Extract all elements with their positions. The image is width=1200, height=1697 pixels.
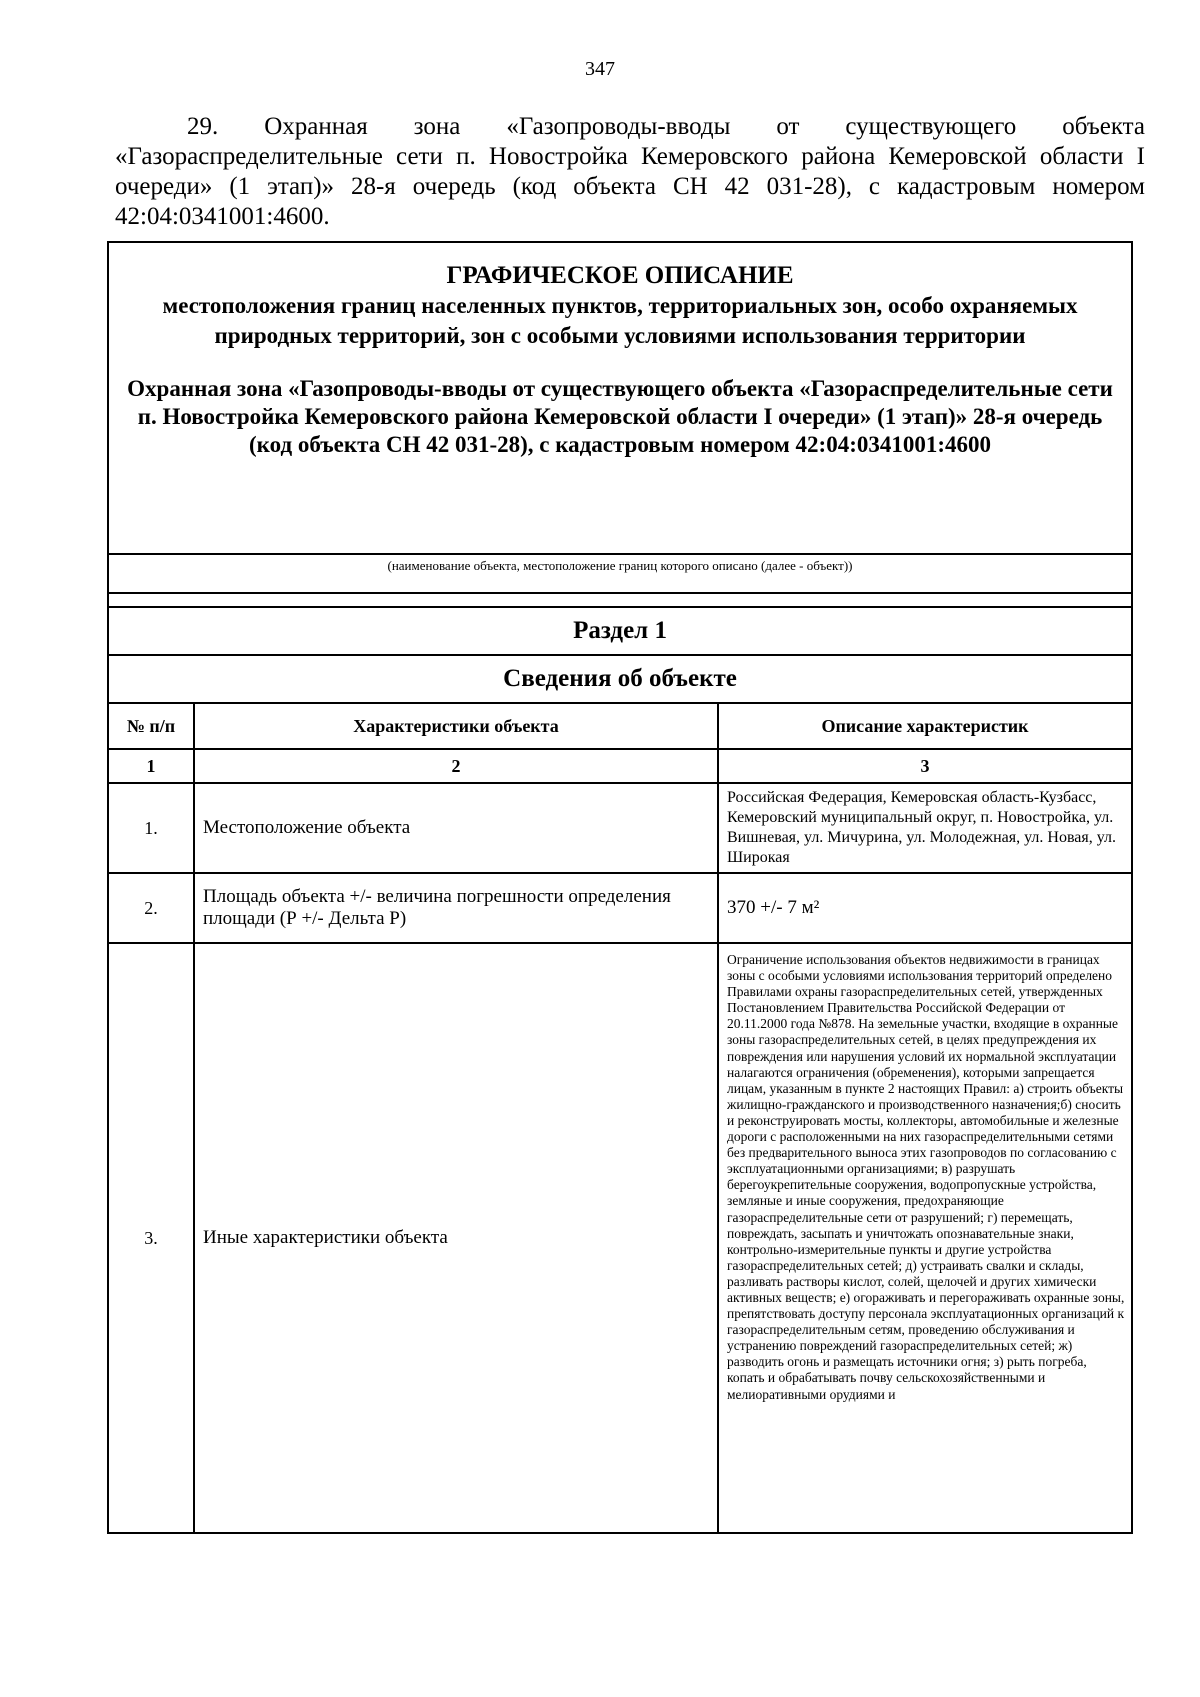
intro-paragraph: 29. Охранная зона «Газопроводы-вводы от существующего объекта «Газораспределительные сети п. Новостройка Кемеровского района Кемеровской области I очереди» (1 этап)» 28-я очередь (код объекта СН 42 031-28), с кадастровым номером 42:04:0341001:4600. xyxy=(115,113,1145,230)
column-header: Характеристики объекта xyxy=(194,703,718,749)
row-number: 2. xyxy=(108,873,194,943)
section-title: Раздел 1 xyxy=(108,607,1132,655)
table-row xyxy=(108,943,1132,1533)
column-header: № п/п xyxy=(108,703,194,749)
row-characteristic: Площадь объекта +/- величина погрешности определения площади (Р +/- Дельта Р) xyxy=(194,873,718,943)
row-number: 3. xyxy=(108,943,194,1533)
row-description: Российская Федерация, Кемеровская область-Кузбасс, Кемеровский муниципальный округ, п. Новостройка, ул. Вишневая, ул. Мичурина, ул. Молодежная, ул. Новая, ул. Широкая xyxy=(718,783,1132,873)
row-description: Ограничение использования объектов недвижимости в границах зоны с особыми условиями использования территорий определено Правилами охраны газораспределительных сетей, утвержденных Постановлением Правительства Российской Федерации от 20.11.2000 года №878. На земельные участки, входящие в охранные зоны газораспределительных сетей, в целях предупреждения их повреждения или нарушения условий их нормальной эксплуатации налагаются ограничения (обременения), которыми запрещается лицам, указанным в пункте 2 настоящих Правил: а) строить объекты жилищно-гражданского и производственного назначения;б) сносить и реконструировать мосты, коллекторы, автомобильные и железные дороги с расположенными на них газораспределительными сетями без предварительного выноса этих газопроводов по согласованию с эксплуатационными организациями; в) разрушать берегоукрепительные сооружения, водопропускные устройства, земляные и иные сооружения, предохраняющие газораспределительные сети от разрушений; г) перемещать, повреждать, засыпать и уничтожать опознавательные знаки, контрольно-измерительные пункты и другие устройства газораспределительных сетей; д) устраивать свалки и склады, разливать растворы кислот, солей, щелочей и других химически активных веществ; е) огораживать и перегораживать охранные зоны, препятствовать доступу персонала эксплуатационных организаций к газораспределительным сетям, проведению обслуживания и устранению повреждений газораспределительных сетей; ж) разводить огонь и размещать источники огня; з) рыть погреба, копать и обрабатывать почву сельскохозяйственными и мелиоративными орудиями и xyxy=(727,952,1125,1402)
row-characteristic: Иные характеристики объекта xyxy=(194,943,718,1533)
header-block xyxy=(108,242,1132,554)
column-number: 3 xyxy=(718,749,1132,783)
table-header-row xyxy=(108,703,1132,749)
section-subtitle: Сведения об объекте xyxy=(108,655,1132,703)
document-subtitle: местоположения границ населенных пунктов, территориальных зон, особо охраняемых природных территорий, зон с особыми условиями использования территории xyxy=(162,293,1078,348)
table-row xyxy=(108,783,1132,873)
row-description-cell xyxy=(718,943,1132,1533)
row-characteristic: Местоположение объекта xyxy=(194,783,718,873)
column-header: Описание характеристик xyxy=(718,703,1132,749)
description-table xyxy=(107,241,1133,1534)
object-name: Охранная зона «Газопроводы-вводы от существующего объекта «Газораспределительные сети п. Новостройка Кемеровского района Кемеровской области I очереди» (1 этап)» 28-я очередь (код объекта СН 42 031-28), с кадастровым номером 42:04:0341001:4600 xyxy=(127,376,1113,457)
page-number: 347 xyxy=(585,58,615,80)
column-number: 2 xyxy=(194,749,718,783)
spacer-row xyxy=(108,593,1132,607)
column-number-row xyxy=(108,749,1132,783)
row-number: 1. xyxy=(108,783,194,873)
object-caption: (наименование объекта, местоположение границ которого описано (далее - объект)) xyxy=(108,554,1132,593)
table-row xyxy=(108,873,1132,943)
document-title: ГРАФИЧЕСКОЕ ОПИСАНИЕ xyxy=(446,262,794,289)
row-description: 370 +/- 7 м² xyxy=(718,873,1132,943)
column-number: 1 xyxy=(108,749,194,783)
